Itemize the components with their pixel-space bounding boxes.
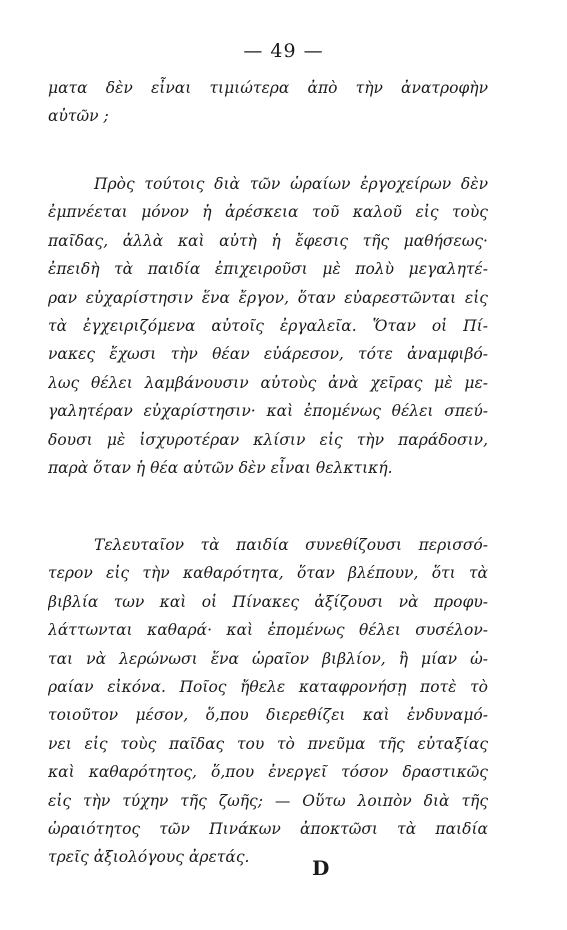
- text-line: ὡραιότητος τῶν Πινάκων ἀποκτῶσι τὰ παιδία: [48, 819, 488, 838]
- text-line: δουσι μὲ ἰσχυροτέραν κλίσιν εἰς τὴν παράδοσιν,: [48, 430, 488, 449]
- text-line: ἐπειδὴ τὰ παιδία ἐπιχειροῦσι μὲ πολὺ μεγαλητέ-: [48, 260, 488, 279]
- text-line: γαλητέραν εὐχαρίστησιν· καὶ ἐπομένως θέλει σπεύ-: [48, 402, 488, 421]
- text-line: ἐμπνέεται μόνον ἡ ἀρέσκεια τοῦ καλοῦ εἰς τοὺς: [48, 203, 488, 222]
- text-line: λάττωνται καθαρά· καὶ ἐπομένως θέλει συσέλον-: [48, 621, 488, 640]
- text-line: τοιοῦτον μέσον, ὅ,που διερεθίζει καὶ ἐνδυναμό-: [48, 706, 488, 725]
- text-line: Πρὸς τούτοις διὰ τῶν ὡραίων ἐργοχείρων δὲν: [94, 175, 488, 193]
- text-line: τερον εἰς τὴν καθαρότητα, ὅταν βλέπουν, ὅτι τὰ: [48, 564, 488, 583]
- text-line: τὰ ἐγχειριζόμενα αὐτοῖς ἐργαλεῖα. Ὅταν οἱ Πί-: [48, 316, 488, 335]
- paragraph-continuation: [48, 74, 488, 131]
- page-number: — 49 —: [243, 40, 324, 62]
- text-line: ραίαν εἰκόνα. Ποῖος ἤθελε καταφρονήσῃ ποτὲ τὸ: [48, 677, 488, 696]
- text-line: καὶ καθαρότητος, ὅ,που ἐνεργεῖ τόσον δραστικῶς: [48, 763, 488, 782]
- text-line: ραν εὐχαρίστησιν ἕνα ἔργον, ὅταν εὐαρεστῶνται εἰς: [48, 288, 488, 307]
- text-line: νακες ἔχωσι τὴν θέαν εὐάρεσον, τότε ἀναμφιβό-: [48, 345, 488, 364]
- text-line: παῖδας, ἀλλὰ καὶ αὐτὴ ἡ ἔφεσις τῆς μαθήσεως·: [48, 231, 488, 250]
- text-line: παρὰ ὅταν ἡ θέα αὐτῶν δὲν εἶναι θελκτική.: [48, 458, 393, 477]
- signature-mark: D: [312, 856, 330, 880]
- text-line: νει εἰς τοὺς παῖδας του τὸ πνεῦμα τῆς εὐταξίας: [48, 734, 488, 753]
- text-line: τρεῖς ἀξιολόγους ἀρετάς.: [48, 848, 250, 867]
- text-line: βιβλία των καὶ οἱ Πίνακες ἀξίζουσι νὰ προφυ-: [48, 592, 488, 611]
- text-line: Τελευταῖον τὰ παιδία συνεθίζουσι περισσό-: [94, 536, 488, 554]
- text-line: ται νὰ λερώνωσι ἕνα ὡραῖον βιβλίον, ἢ μίαν ὡ-: [48, 649, 488, 668]
- paragraph-3: [48, 531, 488, 872]
- text-line: λως θέλει λαμβάνουσιν αὐτοὺς ἀνὰ χεῖρας μὲ με-: [48, 373, 488, 392]
- paragraph-2: [48, 170, 488, 482]
- text-line: εἰς τὴν τύχην τῆς ζωῆς; — Οὕτω λοιπὸν διὰ τῆς: [48, 791, 488, 810]
- text-line: ματα δὲν εἶναι τιμιώτερα ἀπὸ τὴν ἀνατροφὴν: [48, 79, 488, 97]
- text-line: αὐτῶν ;: [48, 107, 109, 126]
